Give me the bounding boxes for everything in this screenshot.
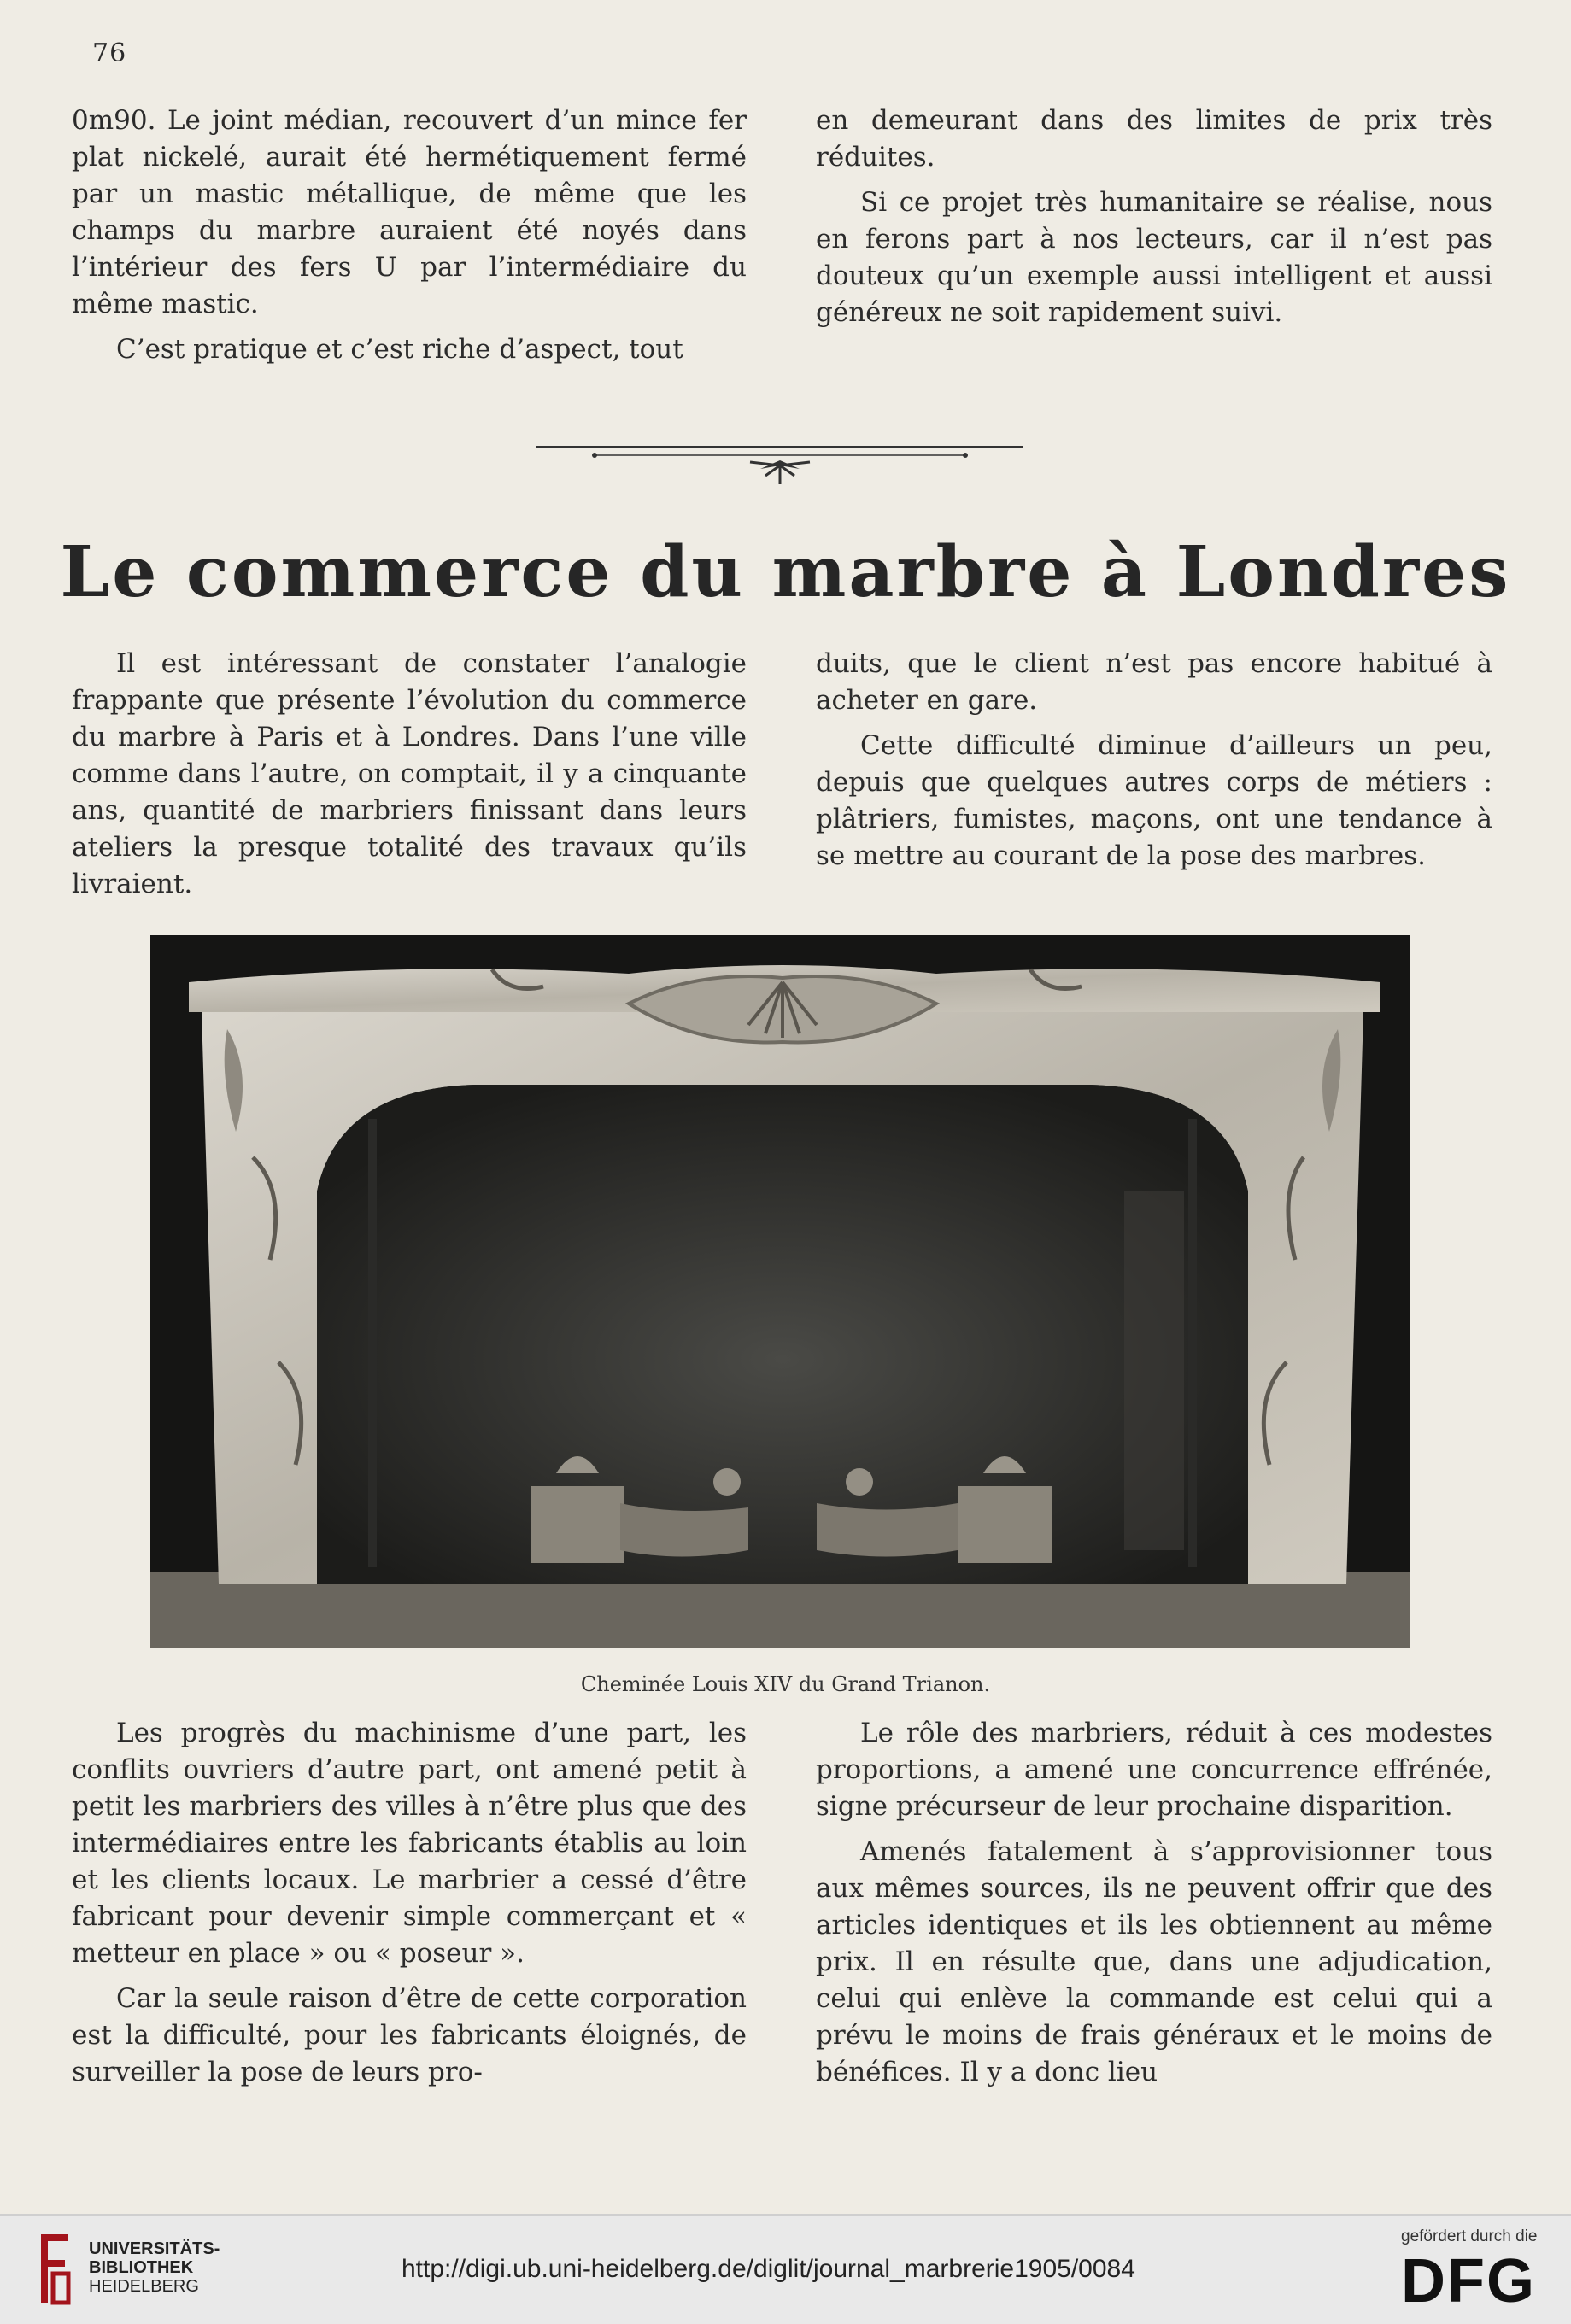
paragraph: Si ce projet très humanitaire se réalise, nous en ferons part à nos lecteurs, car il n’est pas douteux qu’un exemple aussi intelligent et aussi généreux ne soit rapidement suivi. — [816, 187, 1492, 328]
sponsor-text: gefördert durch die — [1401, 2227, 1538, 2245]
library-name-line: BIBLIOTHEK — [89, 2258, 194, 2277]
column-mid-right — [816, 646, 1492, 875]
paragraph: Car la seule raison d’être de cette corporation est la difficulté, pour les fabricants éloignés, de surveiller la pose de leurs pro- — [72, 1983, 747, 2087]
fireplace-photograph — [150, 935, 1410, 1648]
dfg-logo: DFG — [1401, 2247, 1536, 2315]
paragraph: C’est pratique et c’est riche d’aspect, tout — [116, 334, 683, 365]
library-name-line: HEIDELBERG — [89, 2277, 199, 2296]
column-top-left — [72, 102, 747, 368]
paragraph: duits, que le client n’est pas encore habitué à acheter en gare. — [816, 648, 1492, 716]
figure-caption: Cheminée Louis XIV du Grand Trianon. — [580, 1672, 991, 1696]
library-logo-icon — [34, 2226, 75, 2311]
ornamental-divider-icon — [536, 431, 1023, 491]
column-top-right — [816, 102, 1492, 331]
page-number: 76 — [92, 38, 127, 68]
paragraph: Il est intéressant de constater l’analogie frappante que présente l’évolution du commerce du marbre à Paris et à Londres. Dans l’une ville comme dans l’autre, on comptait, il y a cinquante ans, quantité de marbriers finissant dans leurs ateliers la presque totalité des travaux qu’ils livraient. — [72, 648, 747, 899]
article-title: Le commerce du marbre à Londres — [60, 531, 1511, 613]
column-mid-left — [72, 646, 747, 903]
paragraph: 0m90. Le joint médian, recouvert d’un mince fer plat nickelé, aurait été hermétiquement fermé par un mastic métallique, de même que les champs du marbre auraient été noyés dans l’intérieur des fers U par l’intermédiaire du même mastic. — [72, 105, 747, 319]
paragraph: Les progrès du machinisme d’une part, les conflits ouvriers d’autre part, ont amené petit à petit les marbriers des villes à n’être plus que des intermédiaires entre les fabricants établis au loin et les clients locaux. Le marbrier a cessé d’être fabricant pour devenir simple commerçant et « metteur en place » ou « poseur ». — [72, 1718, 747, 1969]
paragraph: Cette difficulté diminue d’ailleurs un peu, depuis que quelques autres corps de métiers : plâtriers, fumistes, maçons, ont une tendance à se mettre au courant de la pose des marbres. — [816, 730, 1492, 871]
source-url-link[interactable]: http://digi.ub.uni-heidelberg.de/diglit/journal_marbrerie1905/0084 — [402, 2255, 1135, 2283]
paragraph: Amenés fatalement à s’approvisionner tous aux mêmes sources, ils ne peuvent offrir que des articles identiques et ils les obtiennent au même prix. Il en résulte que, dans une adjudication, celui qui enlève la commande est celui qui a prévu le moins de frais généraux et le moins de bénéfices. Il y a donc lieu — [816, 1836, 1492, 2087]
paragraph: Le rôle des marbriers, réduit à ces modestes proportions, a amené une concurrence effrénée, signe précurseur de leur prochaine disparition. — [816, 1718, 1492, 1822]
library-name-line: UNIVERSITÄTS- — [89, 2239, 220, 2258]
footer-bar — [0, 2214, 1571, 2324]
column-bottom-left — [72, 1715, 747, 2091]
library-name — [89, 2239, 220, 2296]
paragraph: en demeurant dans des limites de prix très réduites. — [816, 105, 1492, 173]
column-bottom-right — [816, 1715, 1492, 2091]
